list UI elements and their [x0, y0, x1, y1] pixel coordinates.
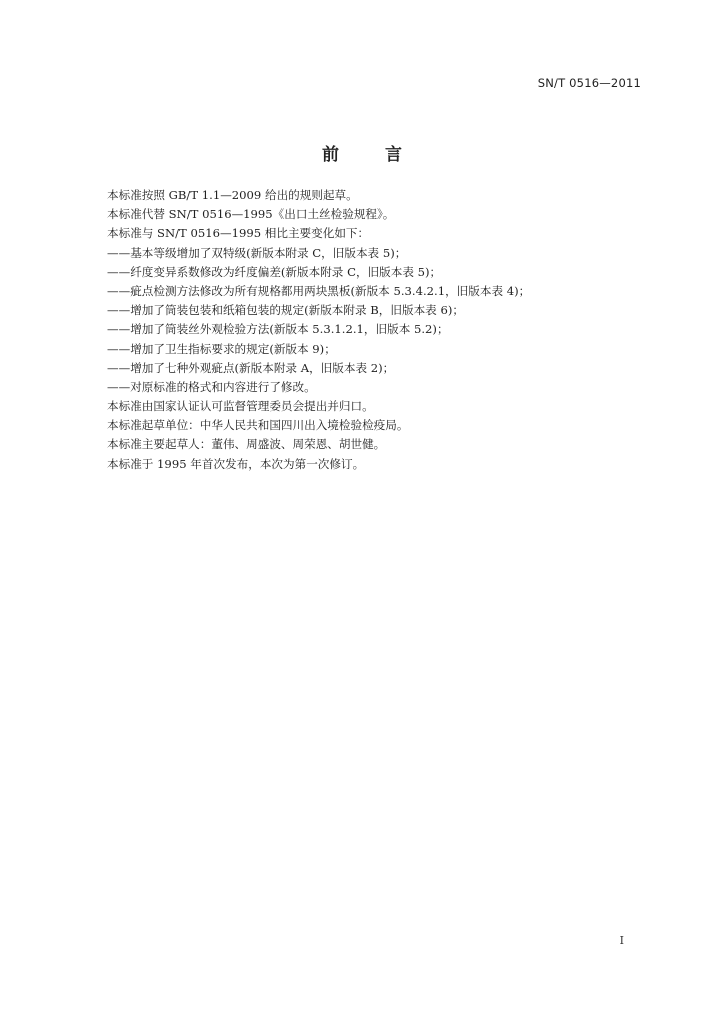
text-line: 本标准主要起草人：董伟、周盛波、周荣恩、胡世健。 [107, 437, 386, 452]
text-line: 本标准起草单位：中华人民共和国四川出入境检验检疫局。 [107, 418, 409, 433]
text-line: 本标准与 SN/T 0516—1995 相比主要变化如下： [107, 226, 370, 241]
foreword-body [107, 186, 647, 474]
text-line: 本标准由国家认证认可监督管理委员会提出并归口。 [107, 399, 374, 414]
title-char-1: 前 [322, 145, 339, 165]
list-item: ——增加了筒装包装和纸箱包装的规定(新版本附录 B，旧版本表 6)； [107, 303, 464, 318]
list-item: ——纤度变异系数修改为纤度偏差(新版本附录 C，旧版本表 5)； [107, 264, 442, 279]
page-title [0, 140, 724, 165]
title-char-2: 言 [385, 145, 402, 165]
list-item: ——增加了七种外观疵点(新版本附录 A，旧版本表 2)； [107, 360, 395, 375]
text-line: 本标准代替 SN/T 0516—1995《出口土丝检验规程》。 [107, 207, 395, 222]
page-number: I [619, 934, 624, 947]
standard-code: SN/T 0516—2011 [537, 76, 641, 90]
list-item: ——对原标准的格式和内容进行了修改。 [107, 379, 316, 394]
text-line: 本标准按照 GB/T 1.1—2009 给出的规则起草。 [107, 188, 358, 202]
list-item: ——增加了筒装丝外观检验方法(新版本 5.3.1.2.1，旧版本 5.2)； [107, 322, 449, 337]
list-item: ——增加了卫生指标要求的规定(新版本 9)； [107, 341, 336, 356]
list-item: ——疵点检测方法修改为所有规格都用两块黑板(新版本 5.3.4.2.1，旧版本表 4)； [107, 283, 531, 298]
text-line: 本标准于 1995 年首次发布，本次为第一次修订。 [107, 456, 365, 471]
list-item: ——基本等级增加了双特级(新版本附录 C，旧版本表 5)； [107, 245, 407, 260]
